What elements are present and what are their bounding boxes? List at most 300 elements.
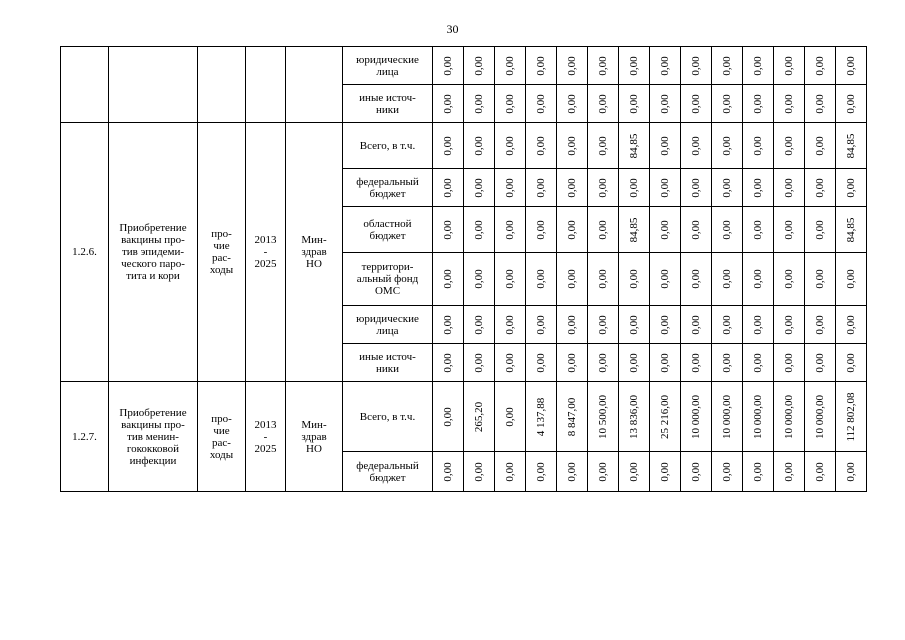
value-cell xyxy=(495,344,526,382)
value-text: 0,00 xyxy=(597,314,609,335)
value-cell xyxy=(805,123,836,169)
value-text: 10 000,00 xyxy=(690,394,702,439)
value-cell xyxy=(712,123,743,169)
value-cell xyxy=(464,123,495,169)
value-cell xyxy=(433,382,464,452)
value-text: 0,00 xyxy=(535,461,547,482)
value-cell xyxy=(650,123,681,169)
value-text: 0,00 xyxy=(566,314,578,335)
value-text: 0,00 xyxy=(504,406,516,427)
value-cell xyxy=(805,85,836,123)
value-cell xyxy=(557,344,588,382)
value-text: 0,00 xyxy=(597,352,609,373)
value-text: 0,00 xyxy=(628,352,640,373)
value-text: 0,00 xyxy=(442,406,454,427)
value-text: 0,00 xyxy=(721,269,733,289)
value-cell xyxy=(650,382,681,452)
value-text: 0,00 xyxy=(814,177,826,198)
value-cell xyxy=(588,123,619,169)
value-cell xyxy=(495,169,526,207)
value-text: 0,00 xyxy=(659,269,671,289)
value-text: 0,00 xyxy=(597,55,609,76)
value-text: 0,00 xyxy=(566,93,578,114)
value-text: 0,00 xyxy=(783,219,795,240)
value-text: 0,00 xyxy=(442,352,454,373)
value-cell xyxy=(557,85,588,123)
value-text: 0,00 xyxy=(659,314,671,335)
table-row xyxy=(61,47,867,85)
value-text: 0,00 xyxy=(845,55,857,76)
value-text: 0,00 xyxy=(442,177,454,198)
value-text: 0,00 xyxy=(628,55,640,76)
table-row xyxy=(61,382,867,452)
value-text: 0,00 xyxy=(659,93,671,114)
value-cell xyxy=(557,253,588,306)
value-cell xyxy=(526,123,557,169)
group-num-cell xyxy=(61,47,109,123)
value-cell xyxy=(712,47,743,85)
value-cell xyxy=(495,382,526,452)
funding-source-cell: территори- альный фонд ОМС xyxy=(343,253,433,306)
value-text: 0,00 xyxy=(783,352,795,373)
value-text: 0,00 xyxy=(814,219,826,240)
value-cell xyxy=(774,85,805,123)
value-text: 0,00 xyxy=(783,55,795,76)
value-cell xyxy=(712,452,743,492)
value-cell xyxy=(743,306,774,344)
group-exec-cell: Мин- здрав НО xyxy=(286,123,343,382)
value-cell xyxy=(681,253,712,306)
value-cell xyxy=(557,169,588,207)
value-text: 0,00 xyxy=(659,219,671,240)
value-cell xyxy=(464,253,495,306)
value-text: 0,00 xyxy=(473,55,485,76)
value-cell xyxy=(619,123,650,169)
value-cell xyxy=(650,85,681,123)
value-text: 0,00 xyxy=(442,219,454,240)
value-cell xyxy=(774,344,805,382)
value-cell xyxy=(588,169,619,207)
value-text: 0,00 xyxy=(752,352,764,373)
group-num-cell: 1.2.7. xyxy=(61,382,109,492)
table-row xyxy=(61,123,867,169)
value-cell xyxy=(464,452,495,492)
budget-table-body xyxy=(61,47,867,492)
value-cell xyxy=(464,169,495,207)
value-text: 25 216,00 xyxy=(659,394,671,439)
group-name-cell: Приобретение вакцины про- тив эпидеми- ческого паро- тита и кори xyxy=(109,123,198,382)
group-exec-cell: Мин- здрав НО xyxy=(286,382,343,492)
value-text: 0,00 xyxy=(535,55,547,76)
value-text: 0,00 xyxy=(721,177,733,198)
value-cell xyxy=(433,207,464,253)
value-cell xyxy=(743,47,774,85)
value-text: 0,00 xyxy=(752,219,764,240)
value-text: 0,00 xyxy=(845,177,857,198)
value-text: 0,00 xyxy=(783,93,795,114)
value-cell xyxy=(712,344,743,382)
value-text: 0,00 xyxy=(628,461,640,482)
value-cell xyxy=(433,452,464,492)
value-text: 0,00 xyxy=(566,135,578,156)
value-cell xyxy=(712,169,743,207)
funding-source-cell: юридические лица xyxy=(343,306,433,344)
group-name-cell xyxy=(109,47,198,123)
value-text: 0,00 xyxy=(752,93,764,114)
value-text: 0,00 xyxy=(597,93,609,114)
value-cell xyxy=(836,169,867,207)
value-text: 0,00 xyxy=(504,177,516,198)
value-text: 0,00 xyxy=(690,461,702,482)
value-cell xyxy=(836,306,867,344)
value-cell xyxy=(588,344,619,382)
funding-source-cell: областной бюджет xyxy=(343,207,433,253)
page-number: 30 xyxy=(446,22,459,36)
value-text: 0,00 xyxy=(752,55,764,76)
value-cell xyxy=(588,452,619,492)
funding-source-cell: федеральный бюджет xyxy=(343,452,433,492)
value-cell xyxy=(774,452,805,492)
value-cell xyxy=(588,47,619,85)
value-cell xyxy=(805,169,836,207)
value-text: 0,00 xyxy=(566,177,578,198)
value-text: 0,00 xyxy=(442,55,454,76)
value-text: 0,00 xyxy=(566,269,578,289)
value-text: 84,85 xyxy=(845,133,857,158)
value-text: 0,00 xyxy=(442,269,454,289)
value-cell xyxy=(805,452,836,492)
value-cell xyxy=(464,306,495,344)
value-cell xyxy=(557,306,588,344)
value-cell xyxy=(805,344,836,382)
value-cell xyxy=(774,306,805,344)
value-text: 0,00 xyxy=(597,461,609,482)
value-cell xyxy=(681,207,712,253)
group-type-cell: про- чие рас- ходы xyxy=(198,382,246,492)
value-cell xyxy=(681,452,712,492)
value-cell xyxy=(681,47,712,85)
value-cell xyxy=(495,452,526,492)
value-cell xyxy=(712,253,743,306)
value-cell xyxy=(836,382,867,452)
value-cell xyxy=(464,344,495,382)
value-text: 0,00 xyxy=(721,314,733,335)
value-cell xyxy=(650,452,681,492)
value-cell xyxy=(712,207,743,253)
value-cell xyxy=(650,169,681,207)
value-cell xyxy=(588,207,619,253)
value-cell xyxy=(774,123,805,169)
value-cell xyxy=(557,207,588,253)
value-cell xyxy=(836,452,867,492)
value-text: 0,00 xyxy=(814,135,826,156)
value-text: 0,00 xyxy=(721,135,733,156)
group-exec-cell xyxy=(286,47,343,123)
value-text: 10 000,00 xyxy=(783,394,795,439)
value-cell xyxy=(557,123,588,169)
group-type-cell xyxy=(198,47,246,123)
group-type-cell: про- чие рас- ходы xyxy=(198,123,246,382)
value-cell xyxy=(557,452,588,492)
value-cell xyxy=(774,207,805,253)
value-cell xyxy=(774,169,805,207)
value-text: 0,00 xyxy=(535,177,547,198)
value-cell xyxy=(619,382,650,452)
value-cell xyxy=(805,47,836,85)
value-text: 0,00 xyxy=(690,269,702,289)
value-text: 0,00 xyxy=(504,352,516,373)
value-text: 0,00 xyxy=(659,55,671,76)
value-text: 0,00 xyxy=(814,461,826,482)
value-cell xyxy=(743,344,774,382)
value-cell xyxy=(588,85,619,123)
group-period-cell: 2013 - 2025 xyxy=(246,382,286,492)
value-cell xyxy=(712,85,743,123)
value-text: 0,00 xyxy=(783,135,795,156)
value-cell xyxy=(743,123,774,169)
value-text: 0,00 xyxy=(566,461,578,482)
value-text: 10 000,00 xyxy=(721,394,733,439)
value-cell xyxy=(557,382,588,452)
value-text: 0,00 xyxy=(628,177,640,198)
value-text: 0,00 xyxy=(721,219,733,240)
value-cell xyxy=(433,47,464,85)
value-cell xyxy=(836,207,867,253)
value-text: 0,00 xyxy=(659,461,671,482)
value-text: 0,00 xyxy=(690,219,702,240)
value-cell xyxy=(495,306,526,344)
value-text: 0,00 xyxy=(690,93,702,114)
value-text: 0,00 xyxy=(814,269,826,289)
value-cell xyxy=(433,344,464,382)
group-name-cell: Приобретение вакцины про- тив менин- гококковой инфекции xyxy=(109,382,198,492)
group-period-cell xyxy=(246,47,286,123)
value-text: 0,00 xyxy=(752,177,764,198)
value-cell xyxy=(433,85,464,123)
value-text: 0,00 xyxy=(845,269,857,289)
value-text: 0,00 xyxy=(504,269,516,289)
value-text: 0,00 xyxy=(566,352,578,373)
funding-source-cell: Всего, в т.ч. xyxy=(343,123,433,169)
value-cell xyxy=(619,207,650,253)
value-text: 0,00 xyxy=(504,55,516,76)
value-text: 0,00 xyxy=(628,314,640,335)
value-text: 0,00 xyxy=(473,219,485,240)
value-cell xyxy=(650,344,681,382)
value-cell xyxy=(433,123,464,169)
value-text: 0,00 xyxy=(535,135,547,156)
value-text: 0,00 xyxy=(752,314,764,335)
value-cell xyxy=(774,253,805,306)
value-cell xyxy=(805,207,836,253)
value-cell xyxy=(495,123,526,169)
value-cell xyxy=(464,207,495,253)
value-cell xyxy=(433,306,464,344)
value-cell xyxy=(495,85,526,123)
value-text: 84,85 xyxy=(628,217,640,242)
value-cell xyxy=(526,207,557,253)
value-cell xyxy=(526,85,557,123)
value-text: 0,00 xyxy=(783,461,795,482)
value-text: 0,00 xyxy=(721,352,733,373)
value-cell xyxy=(464,85,495,123)
value-text: 0,00 xyxy=(814,352,826,373)
value-cell xyxy=(464,47,495,85)
value-text: 0,00 xyxy=(690,352,702,373)
value-text: 0,00 xyxy=(473,352,485,373)
value-cell xyxy=(836,85,867,123)
value-text: 0,00 xyxy=(535,93,547,114)
funding-source-cell: иные источ- ники xyxy=(343,85,433,123)
value-cell xyxy=(650,47,681,85)
value-cell xyxy=(836,47,867,85)
value-text: 10 000,00 xyxy=(814,394,826,439)
value-text: 0,00 xyxy=(504,93,516,114)
value-text: 0,00 xyxy=(597,219,609,240)
value-cell xyxy=(836,344,867,382)
value-text: 0,00 xyxy=(845,314,857,335)
value-cell xyxy=(712,382,743,452)
value-text: 0,00 xyxy=(535,219,547,240)
value-cell xyxy=(588,306,619,344)
value-cell xyxy=(650,306,681,344)
value-text: 84,85 xyxy=(628,133,640,158)
value-text: 0,00 xyxy=(473,135,485,156)
value-text: 0,00 xyxy=(752,269,764,289)
value-text: 0,00 xyxy=(690,314,702,335)
value-cell xyxy=(650,253,681,306)
value-text: 0,00 xyxy=(535,269,547,289)
value-text: 0,00 xyxy=(814,314,826,335)
value-text: 0,00 xyxy=(690,135,702,156)
value-text: 0,00 xyxy=(690,177,702,198)
value-cell xyxy=(433,169,464,207)
value-cell xyxy=(681,123,712,169)
value-cell xyxy=(743,207,774,253)
value-cell xyxy=(743,382,774,452)
value-text: 0,00 xyxy=(473,269,485,289)
value-cell xyxy=(681,382,712,452)
value-cell xyxy=(805,253,836,306)
value-cell xyxy=(433,253,464,306)
value-text: 0,00 xyxy=(783,177,795,198)
value-cell xyxy=(619,452,650,492)
value-text: 112 802,08 xyxy=(845,391,857,442)
value-cell xyxy=(526,47,557,85)
value-cell xyxy=(681,85,712,123)
value-text: 0,00 xyxy=(473,461,485,482)
value-text: 10 500,00 xyxy=(597,394,609,439)
funding-source-cell: иные источ- ники xyxy=(343,344,433,382)
value-text: 0,00 xyxy=(628,93,640,114)
value-text: 265,20 xyxy=(473,401,485,432)
value-cell xyxy=(588,382,619,452)
value-cell xyxy=(712,306,743,344)
value-cell xyxy=(681,169,712,207)
value-text: 0,00 xyxy=(814,93,826,114)
value-text: 0,00 xyxy=(659,135,671,156)
funding-source-cell: федеральный бюджет xyxy=(343,169,433,207)
value-cell xyxy=(774,382,805,452)
value-cell xyxy=(588,253,619,306)
value-text: 0,00 xyxy=(845,352,857,373)
value-cell xyxy=(464,382,495,452)
value-text: 0,00 xyxy=(783,269,795,289)
value-text: 0,00 xyxy=(721,55,733,76)
value-cell xyxy=(650,207,681,253)
value-text: 0,00 xyxy=(628,269,640,289)
value-cell xyxy=(681,344,712,382)
value-text: 0,00 xyxy=(504,219,516,240)
value-cell xyxy=(526,306,557,344)
value-cell xyxy=(526,382,557,452)
value-text: 0,00 xyxy=(752,461,764,482)
group-period-cell: 2013 - 2025 xyxy=(246,123,286,382)
value-cell xyxy=(743,253,774,306)
value-text: 13 836,00 xyxy=(628,394,640,439)
value-text: 0,00 xyxy=(442,461,454,482)
value-text: 4 137,88 xyxy=(535,397,547,436)
value-cell xyxy=(774,47,805,85)
value-text: 0,00 xyxy=(442,135,454,156)
value-text: 0,00 xyxy=(442,93,454,114)
budget-table xyxy=(60,46,867,492)
value-text: 0,00 xyxy=(473,177,485,198)
value-text: 0,00 xyxy=(752,135,764,156)
value-cell xyxy=(495,253,526,306)
value-text: 0,00 xyxy=(783,314,795,335)
value-cell xyxy=(805,382,836,452)
value-cell xyxy=(619,253,650,306)
value-text: 10 000,00 xyxy=(752,394,764,439)
value-cell xyxy=(619,344,650,382)
value-text: 0,00 xyxy=(659,352,671,373)
value-text: 0,00 xyxy=(597,177,609,198)
value-text: 0,00 xyxy=(721,93,733,114)
value-text: 0,00 xyxy=(845,93,857,114)
value-text: 0,00 xyxy=(721,461,733,482)
value-text: 0,00 xyxy=(504,461,516,482)
value-cell xyxy=(681,306,712,344)
value-cell xyxy=(619,47,650,85)
funding-source-cell: Всего, в т.ч. xyxy=(343,382,433,452)
value-text: 0,00 xyxy=(659,177,671,198)
value-cell xyxy=(526,452,557,492)
value-cell xyxy=(805,306,836,344)
value-cell xyxy=(743,169,774,207)
funding-source-cell: юридические лица xyxy=(343,47,433,85)
value-text: 0,00 xyxy=(473,314,485,335)
value-cell xyxy=(495,47,526,85)
value-text: 8 847,00 xyxy=(566,397,578,436)
value-cell xyxy=(743,452,774,492)
value-text: 0,00 xyxy=(597,269,609,289)
value-cell xyxy=(743,85,774,123)
value-text: 0,00 xyxy=(814,55,826,76)
value-text: 0,00 xyxy=(504,135,516,156)
value-cell xyxy=(836,123,867,169)
value-cell xyxy=(526,253,557,306)
value-text: 0,00 xyxy=(535,314,547,335)
value-text: 0,00 xyxy=(473,93,485,114)
value-text: 0,00 xyxy=(504,314,516,335)
value-text: 0,00 xyxy=(597,135,609,156)
value-cell xyxy=(619,169,650,207)
value-text: 0,00 xyxy=(535,352,547,373)
value-text: 0,00 xyxy=(690,55,702,76)
value-text: 0,00 xyxy=(845,461,857,482)
value-cell xyxy=(557,47,588,85)
